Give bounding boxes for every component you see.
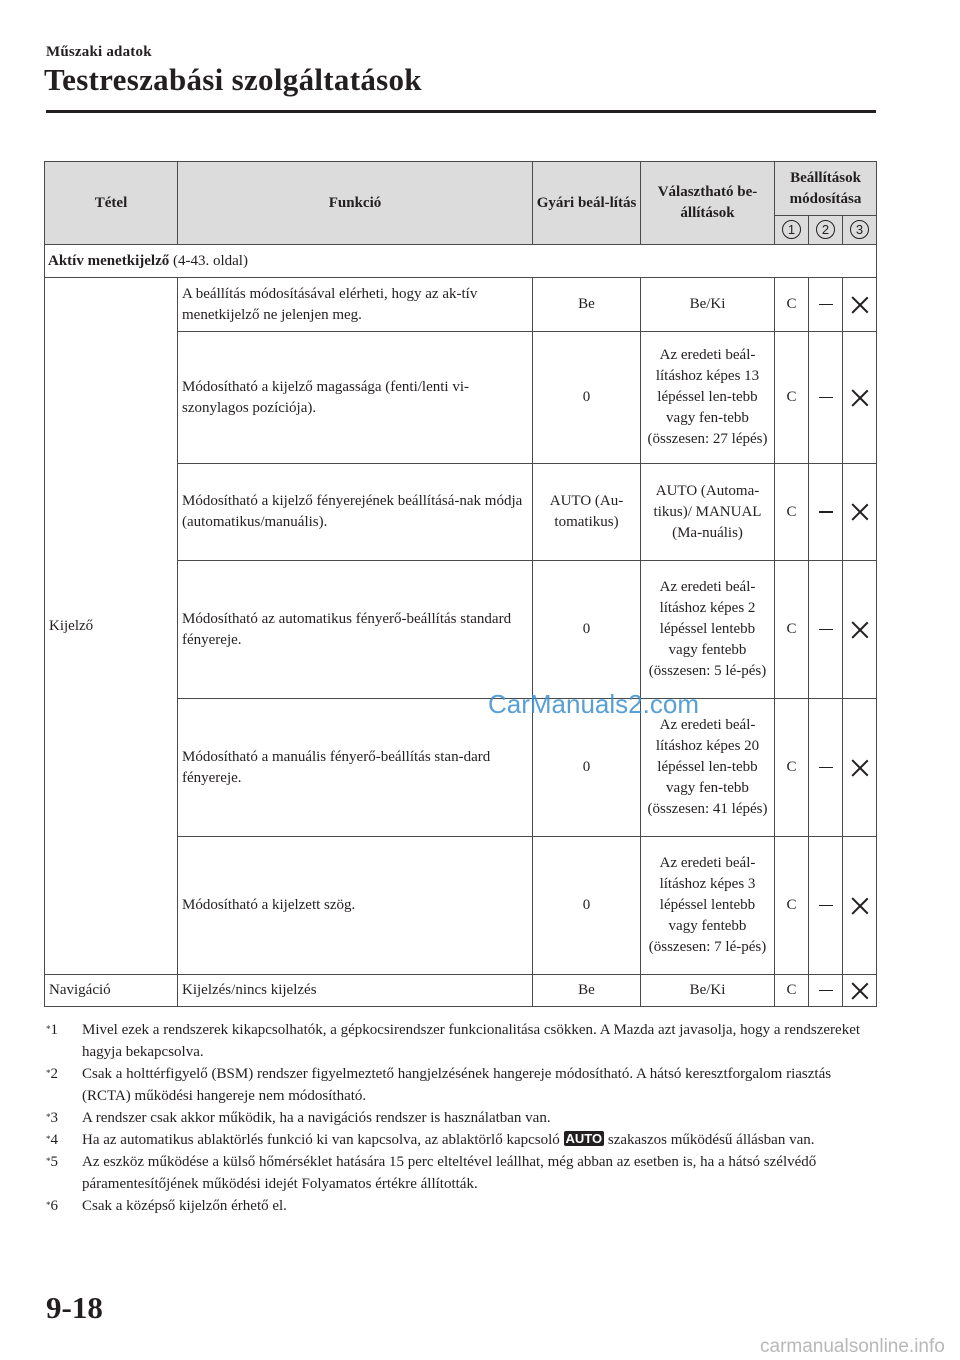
footnote-text: A rendszer csak akkor működik, ha a navigációs rendszer is használatban van. [82, 1110, 551, 1126]
dash-icon [819, 767, 833, 769]
auto-switch-icon: AUTO [565, 1131, 603, 1146]
method-2-cell [809, 837, 843, 975]
page-title: Testreszabási szolgáltatások [44, 62, 422, 97]
method-2-cell [809, 975, 843, 1007]
method-2-cell [809, 278, 843, 332]
dash-icon [819, 629, 833, 631]
row-function: Módosítható a manuális fényerő-beállítás stan-dard fényereje. [178, 699, 533, 837]
cross-icon [850, 896, 870, 916]
header-function: Funkció [178, 162, 533, 245]
dash-icon [819, 990, 833, 992]
method-2-header [809, 216, 843, 245]
footnote-number: *3 [46, 1110, 58, 1126]
header-default: Gyári beál-lítás [533, 162, 641, 245]
footnote-number: *2 [46, 1066, 58, 1082]
cross-icon [850, 502, 870, 522]
footnote-text: Csak a holttérfigyelő (BSM) rendszer figyelmeztető hangjelzésének hangereje módosítható. A hátsó keresztforgalom riasztás (RCTA) működési hangereje nem módosítható. [82, 1066, 832, 1104]
section-title: Aktív menetkijelző [48, 252, 170, 269]
method-1-cell: C [775, 837, 809, 975]
row-default: AUTO (Au-tomatikus) [533, 464, 641, 561]
row-function: Módosítható az automatikus fényerő-beállítás standard fényereje. [178, 561, 533, 699]
section-heading [45, 245, 877, 278]
footnote-text: Ha az automatikus ablaktörlés funkció ki van kapcsolva, az ablaktörlő kapcsoló AUTO szakaszos működésű állásban van. [82, 1131, 815, 1148]
circled-number-3-icon: 3 [850, 220, 869, 239]
cross-icon [850, 981, 870, 1001]
method-1-cell: C [775, 464, 809, 561]
circled-number-1-icon: 1 [782, 220, 801, 239]
cross-icon [850, 620, 870, 640]
footer-site-link[interactable]: carmanualsonline.info [760, 1336, 945, 1357]
footnote-number: *1 [46, 1022, 58, 1038]
method-1-cell: C [775, 561, 809, 699]
footnote-6 [46, 1195, 876, 1217]
method-1-cell: C [775, 975, 809, 1007]
row-selectable: Be/Ki [641, 975, 775, 1007]
row-function: Módosítható a kijelző magassága (fenti/lenti vi-szonylagos pozíciója). [178, 332, 533, 464]
row-selectable: AUTO (Automa-tikus)/ MANUAL (Ma-nuális) [641, 464, 775, 561]
group-label: Kijelző [45, 278, 178, 975]
method-2-cell [809, 699, 843, 837]
dash-icon [819, 304, 833, 306]
method-2-cell [809, 561, 843, 699]
footnote-text: Az eszköz működése a külső hőmérséklet hatására 15 perc elteltével leállhat, még abban az esetben is, ha a hátsó szélvédő páramentesítőjének működési idejét Folyamatos értékre állították. [82, 1154, 817, 1192]
customization-table [44, 161, 877, 1007]
footnote-number: *4 [46, 1132, 58, 1148]
row-default: Be [533, 975, 641, 1007]
method-3-header [843, 216, 877, 245]
table-row [45, 975, 877, 1007]
row-default: 0 [533, 561, 641, 699]
cross-icon [850, 295, 870, 315]
method-3-cell [843, 561, 877, 699]
cross-icon [850, 758, 870, 778]
table-header-row [45, 162, 877, 216]
method-1-cell: C [775, 699, 809, 837]
title-rule [46, 110, 876, 113]
header-modification: Beállítások módosítása [775, 162, 877, 216]
row-function: Módosítható a kijelzett szög. [178, 837, 533, 975]
row-selectable: Az eredeti beál-lításhoz képes 3 lépéssel lentebb vagy fentebb (összesen: 7 lé-pés) [641, 837, 775, 975]
header-item: Tétel [45, 162, 178, 245]
method-1-header [775, 216, 809, 245]
row-selectable: Az eredeti beál-lításhoz képes 2 lépéssel lentebb vagy fentebb (összesen: 5 lé-pés) [641, 561, 775, 699]
section-row [45, 245, 877, 278]
row-item: Navigáció [45, 975, 178, 1007]
row-default: 0 [533, 332, 641, 464]
row-function: Módosítható a kijelző fényerejének beállításá-nak módja (automatikus/manuális). [178, 464, 533, 561]
row-selectable: Az eredeti beál-lításhoz képes 20 lépéssel len-tebb vagy fen-tebb (összesen: 41 lépés) [641, 699, 775, 837]
footnote-5 [46, 1151, 876, 1195]
circled-number-2-icon: 2 [816, 220, 835, 239]
method-3-cell [843, 332, 877, 464]
row-selectable: Be/Ki [641, 278, 775, 332]
cross-icon [850, 388, 870, 408]
row-function: A beállítás módosításával elérheti, hogy az ak-tív menetkijelző ne jelenjen meg. [178, 278, 533, 332]
footnote-text: Csak a középső kijelzőn érhető el. [82, 1198, 287, 1214]
footnote-3 [46, 1107, 876, 1129]
method-1-cell: C [775, 278, 809, 332]
row-default: 0 [533, 699, 641, 837]
row-selectable: Az eredeti beál-lításhoz képes 13 lépéssel len-tebb vagy fen-tebb (összesen: 27 lépés) [641, 332, 775, 464]
footnotes [46, 1019, 876, 1217]
method-1-cell: C [775, 332, 809, 464]
footnote-4 [46, 1129, 876, 1151]
row-function: Kijelzés/nincs kijelzés [178, 975, 533, 1007]
section-label: Műszaki adatok [46, 44, 152, 60]
section-page-ref: (4-43. oldal) [172, 252, 248, 269]
method-3-cell [843, 699, 877, 837]
method-3-cell [843, 837, 877, 975]
table-row [45, 278, 877, 332]
footnote-1 [46, 1019, 876, 1063]
method-3-cell [843, 975, 877, 1007]
dash-icon [819, 511, 833, 513]
footnote-number: *5 [46, 1154, 58, 1170]
dash-icon [819, 397, 833, 399]
method-3-cell [843, 278, 877, 332]
page-number: 9-18 [46, 1290, 103, 1325]
dash-icon [819, 905, 833, 907]
method-2-cell [809, 464, 843, 561]
footnote-text: Mivel ezek a rendszerek kikapcsolhatók, a gépkocsirendszer funkcionalitása csökken. A Mazda azt javasolja, hogy a rendszereket hagyja bekapcsolva. [82, 1022, 861, 1060]
footnote-number: *6 [46, 1198, 58, 1214]
watermark: CarManuals2.com [488, 689, 699, 719]
method-2-cell [809, 332, 843, 464]
footnote-2 [46, 1063, 876, 1107]
header-selectable: Választható be-állítások [641, 162, 775, 245]
row-default: Be [533, 278, 641, 332]
row-default: 0 [533, 837, 641, 975]
method-3-cell [843, 464, 877, 561]
